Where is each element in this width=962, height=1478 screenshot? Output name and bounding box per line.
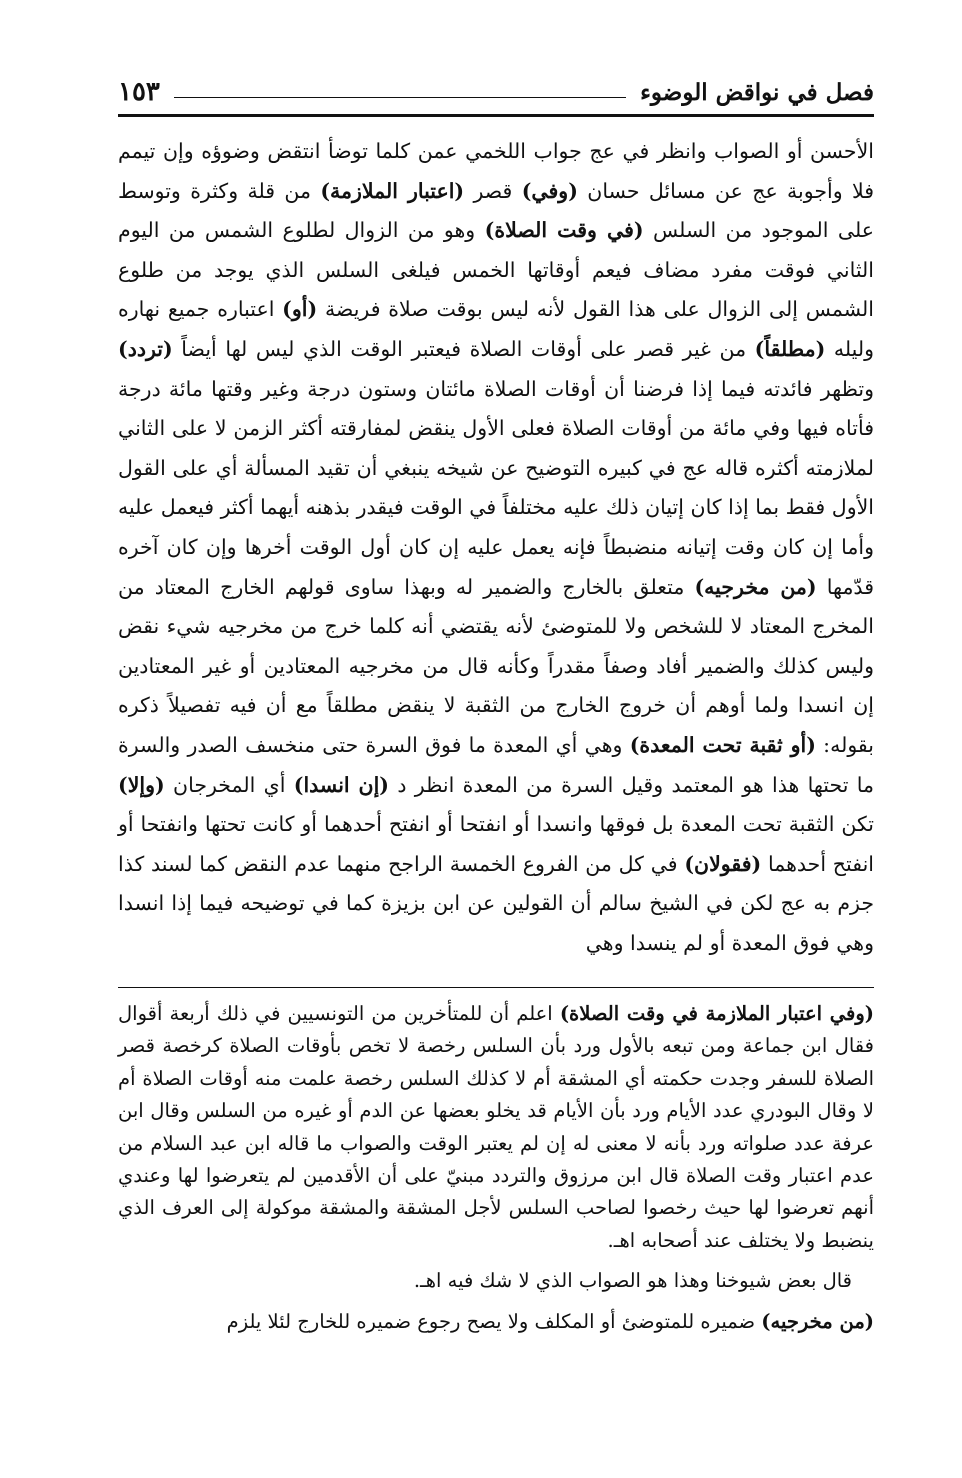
text-run: متعلق بالخارج والضمير له وبهذا ساوى قولهم الخارج المعتاد من المخرج المعتاد لا للشخص ولا للمتوضئ لأنه يقتضي أنه كلما خرج من مخرجيه شيء نقض وليس كذلك والضمير أفاد وصفاً مقدراً وكأنه قال من مخرجيه المعتادين أو غير المعتادين إن انسدا ولما أوهم أن خروج الخارج من الثقبة لا ينقض مطلقاً مع أن فيه تفصيلاً ذكره بقوله: (118, 574, 874, 757)
footnote-rule (118, 987, 874, 988)
footnote-text: ضميره للمتوضئ أو المكلف ولا يصح رجوع ضميره للخارج لئلا يلزم (226, 1309, 762, 1333)
text-run: الأحسن أو الصواب وانظر في عج جواب اللخمي عمن كلما توضأ انتقض وضوؤه وإن تيمم فلا وأجوبة عج عن مسائل حسان (118, 139, 874, 203)
footnote-paragraph (118, 1265, 874, 1297)
page-number: ١٥٣ (118, 77, 160, 107)
footnotes (118, 998, 874, 1346)
text-run: من غير قصر على أوقات الصلاة فيعتبر الوقت الذي ليس لها أيضاً (172, 336, 755, 361)
chapter-title: فصل في نواقض الوضوء (640, 78, 874, 106)
footnote-lemma: (من مخرجيه) (761, 1309, 874, 1333)
header-dash-line (174, 97, 626, 98)
bold-term: (تردد) (118, 336, 173, 361)
text-run: في كل من الفروع الخمسة الراجح منهما عدم النقض كما لسند كذا جزم به عج لكن في الشيخ سالم أن القولين عن ابن بزيزة كما في توضيحه فيما إذا انسدا وهي فوق المعدة أو لم ينسدا وهي (118, 851, 874, 955)
bold-term: (في وقت الصلاة) (484, 218, 644, 243)
bold-term: (إن انسدا) (293, 772, 389, 797)
bold-term: (فقولان) (684, 851, 762, 876)
text-run: اعتباره جميع نهاره وليله (118, 297, 874, 361)
main-paragraph (118, 132, 874, 963)
bold-term: (من مخرجيه) (694, 574, 817, 599)
footnote-paragraph (118, 998, 874, 1257)
bold-term: (وفي) (521, 178, 578, 203)
bold-term: (مطلقاً) (754, 336, 826, 361)
bold-term: (أو) (282, 297, 318, 322)
header-rule (118, 114, 874, 117)
bold-term: (وإلا) (118, 772, 165, 797)
bold-term: (أو ثقبة تحت المعدة) (629, 732, 816, 757)
text-run: قصر (464, 178, 522, 203)
footnote-text: قال بعض شيوخنا وهذا هو الصواب الذي لا شك فيه اهـ. (413, 1269, 852, 1293)
text-run: من قلة وكثرة وتوسط على الموجود من السلس (118, 178, 874, 243)
footnote-paragraph (118, 1306, 874, 1338)
text-run: وتظهر فائدته فيما إذا فرضنا أن أوقات الصلاة مائتان وستون درجة وغير وقتها مائة درجة فأتاه فيها وفي مائة من أوقات الصلاة فعلى الأول ينقض لمفارقته أكثر الزمن لا على الثاني لملازمته أكثره قاله عج في كبيره التوضيح عن شيخه ينبغي أن تقيد المسألة أي على القول الأول فقط بما إذا كان إتيان ذلك عليه مختلفاً في الوقت فيقدر بذهنه أيهما أكثر فيعمل عليه وأما إن كان وقت إتيانه منضبطاً فإنه يعمل عليه إن كان أول الوقت أخرها وإن كان آخره قدّمها (118, 376, 874, 599)
footnote-text: اعلم أن للمتأخرين من التونسيين في ذلك أربعة أقوال فقال ابن جماعة ومن تبعه بالأول ورد بأن السلس رخصة لا تخص بأوقات الصلاة كرخصة قصر الصلاة للسفر وجدت حكمته أي المشقة أم لا كذلك السلس رخصة علمت منه أوقات الصلاة أم لا وقال البودري عدد الأيام ورد بأن الأيام قد يخلو بعضها عن الدم أو غيره من السلس وقال ابن عرفة عدد صلواته ورد بأنه لا معنى له إن لم يعتبر الوقت والصواب ما قاله ابن عبد السلام من عدم اعتبار وقت الصلاة قال ابن مرزوق والتردد مبنيّ على أن الأقدمين لم يتعرضوا لها وعندي أنهم تعرضوا لها حيث رخصوا لصاحب السلس لأجل المشقة والمشقة موكولة إلى العرف الذي ينضبط ولا يختلف عند أصحابه اهـ. (118, 1002, 874, 1252)
running-header (118, 72, 874, 112)
text-run: تكن الثقبة تحت المعدة بل فوقها وانسدا أو انفتحا أو انفتح أحدهما أو كانت تحتها وانفتحا أو انفتح أحدهما (118, 812, 874, 876)
text-run: وهي أي المعدة ما فوق السرة حتى منخسف الصدر والسرة ما تحتها هذا هو المعتمد وقيل السرة من المعدة انظر د (118, 732, 874, 797)
footnote-lemma: (وفي اعتبار الملازمة في وقت الصلاة) (559, 1002, 874, 1025)
bold-term: (اعتبار الملازمة) (320, 178, 465, 203)
text-run: أي المخرجان (164, 772, 294, 797)
main-text (118, 132, 874, 963)
text-run: وهو من الزوال لطلوع الشمس من اليوم الثاني فوقت مفرد مضاف فيعم أوقاتها الخمس فيلغى السلس الذي يوجد من طلوع الشمس إلى الزوال على هذا القول لأنه ليس بوقت صلاة فريضة (118, 218, 874, 322)
